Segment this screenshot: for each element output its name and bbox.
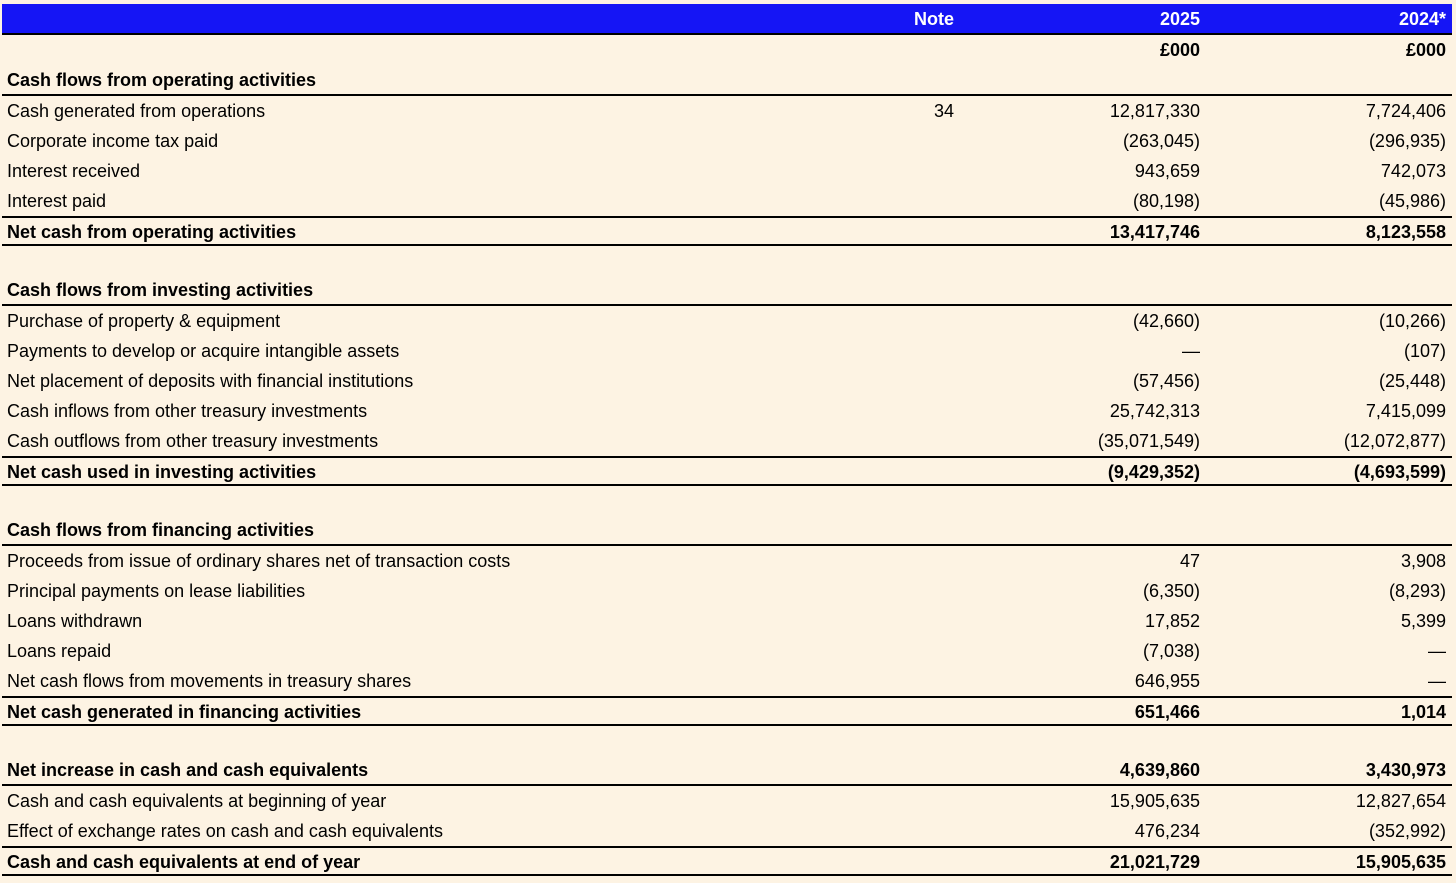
table-row <box>2 156 1452 186</box>
total-2024: (4,693,599) <box>1353 462 1446 482</box>
value-2025: 476,234 <box>1134 821 1200 841</box>
section-spacer <box>2 726 1452 755</box>
table-row <box>2 366 1452 396</box>
value-2025: (57,456) <box>1132 371 1200 391</box>
net-increase-2024: 3,430,973 <box>1365 760 1446 780</box>
section-title: Cash flows from operating activities <box>7 70 317 90</box>
section-heading-financing <box>2 515 1452 546</box>
value-2024: (10,266) <box>1378 311 1446 331</box>
table-row <box>2 186 1452 216</box>
value-2024: 12,827,654 <box>1355 791 1446 811</box>
value-2025: 15,905,635 <box>1109 791 1200 811</box>
value-2024: — <box>1428 671 1446 691</box>
total-2025: 21,021,729 <box>1109 852 1200 872</box>
value-2025: — <box>1182 341 1200 361</box>
table-row <box>2 666 1452 696</box>
total-label: Net cash used in investing activities <box>7 462 317 482</box>
table-row <box>2 546 1452 576</box>
row-label: Loans withdrawn <box>7 611 143 631</box>
row-label: Payments to develop or acquire intangible assets <box>7 341 400 361</box>
value-2025: (6,350) <box>1142 581 1200 601</box>
net-increase-2025: 4,639,860 <box>1119 760 1200 780</box>
units-row <box>2 35 1452 65</box>
value-2025: 47 <box>1179 551 1200 571</box>
table-row <box>2 816 1452 846</box>
table-row <box>2 126 1452 156</box>
cash-flow-statement <box>2 4 1452 876</box>
table-row <box>2 636 1452 666</box>
total-label: Cash and cash equivalents at end of year <box>7 852 361 872</box>
total-2025: (9,429,352) <box>1107 462 1200 482</box>
row-label: Loans repaid <box>7 641 112 661</box>
value-2025: 12,817,330 <box>1109 101 1200 121</box>
total-label: Net cash from operating activities <box>7 222 297 242</box>
value-2025: (80,198) <box>1132 191 1200 211</box>
total-label: Net cash generated in financing activities <box>7 702 362 722</box>
table-row <box>2 336 1452 366</box>
value-2025: 17,852 <box>1144 611 1200 631</box>
table-row <box>2 576 1452 606</box>
table-row <box>2 396 1452 426</box>
row-label: Net placement of deposits with financial institutions <box>7 371 414 391</box>
value-2024: 5,399 <box>1400 611 1446 631</box>
value-2025: 25,742,313 <box>1109 401 1200 421</box>
total-2024: 1,014 <box>1400 702 1446 722</box>
value-2025: (42,660) <box>1132 311 1200 331</box>
total-2025: 651,466 <box>1134 702 1200 722</box>
value-2024: (25,448) <box>1378 371 1446 391</box>
section-spacer <box>2 246 1452 275</box>
row-label: Principal payments on lease liabilities <box>7 581 306 601</box>
note-column-header: Note <box>914 9 954 29</box>
unit-2025: £000 <box>1159 40 1200 60</box>
row-label: Proceeds from issue of ordinary shares net of transaction costs <box>7 551 511 571</box>
value-2024: (12,072,877) <box>1343 431 1446 451</box>
row-label: Purchase of property & equipment <box>7 311 281 331</box>
year-2025-column-header: 2025 <box>1159 9 1200 29</box>
table-row <box>2 306 1452 336</box>
total-row-end-of-year <box>2 846 1452 876</box>
total-2024: 15,905,635 <box>1355 852 1446 872</box>
table-row <box>2 426 1452 456</box>
value-2025: (263,045) <box>1122 131 1200 151</box>
value-2024: (45,986) <box>1378 191 1446 211</box>
value-2024: 7,724,406 <box>1365 101 1446 121</box>
row-label: Cash generated from operations <box>7 101 266 121</box>
column-header-row <box>2 4 1452 35</box>
row-label: Cash outflows from other treasury investments <box>7 431 379 451</box>
total-2024: 8,123,558 <box>1365 222 1446 242</box>
section-title: Cash flows from financing activities <box>7 520 315 540</box>
unit-2024: £000 <box>1405 40 1446 60</box>
row-label: Interest paid <box>7 191 107 211</box>
value-2024: 742,073 <box>1380 161 1446 181</box>
table-row <box>2 96 1452 126</box>
row-label: Effect of exchange rates on cash and cash equivalents <box>7 821 443 841</box>
value-2024: (8,293) <box>1388 581 1446 601</box>
value-2024: (107) <box>1403 341 1446 361</box>
value-2024: (352,992) <box>1368 821 1446 841</box>
value-2025: (35,071,549) <box>1097 431 1200 451</box>
total-row-financing <box>2 696 1452 726</box>
value-2024: 7,415,099 <box>1365 401 1446 421</box>
value-2025: 943,659 <box>1134 161 1200 181</box>
net-increase-row <box>2 755 1452 786</box>
table-row <box>2 786 1452 816</box>
total-row-operating <box>2 216 1452 246</box>
net-increase-label: Net increase in cash and cash equivalents <box>7 760 369 780</box>
section-heading-operating <box>2 65 1452 96</box>
value-2025: (7,038) <box>1142 641 1200 661</box>
row-label: Cash inflows from other treasury investments <box>7 401 368 421</box>
row-label: Net cash flows from movements in treasury shares <box>7 671 412 691</box>
total-row-investing <box>2 456 1452 486</box>
total-2025: 13,417,746 <box>1109 222 1200 242</box>
value-2025: 646,955 <box>1134 671 1200 691</box>
value-2024: (296,935) <box>1368 131 1446 151</box>
row-label: Cash and cash equivalents at beginning of year <box>7 791 387 811</box>
table-row <box>2 606 1452 636</box>
year-2024-column-header: 2024* <box>1398 9 1446 29</box>
row-note: 34 <box>933 101 954 121</box>
value-2024: — <box>1428 641 1446 661</box>
row-label: Corporate income tax paid <box>7 131 219 151</box>
section-title: Cash flows from investing activities <box>7 280 314 300</box>
row-label: Interest received <box>7 161 141 181</box>
section-heading-investing <box>2 275 1452 306</box>
section-spacer <box>2 486 1452 515</box>
value-2024: 3,908 <box>1400 551 1446 571</box>
